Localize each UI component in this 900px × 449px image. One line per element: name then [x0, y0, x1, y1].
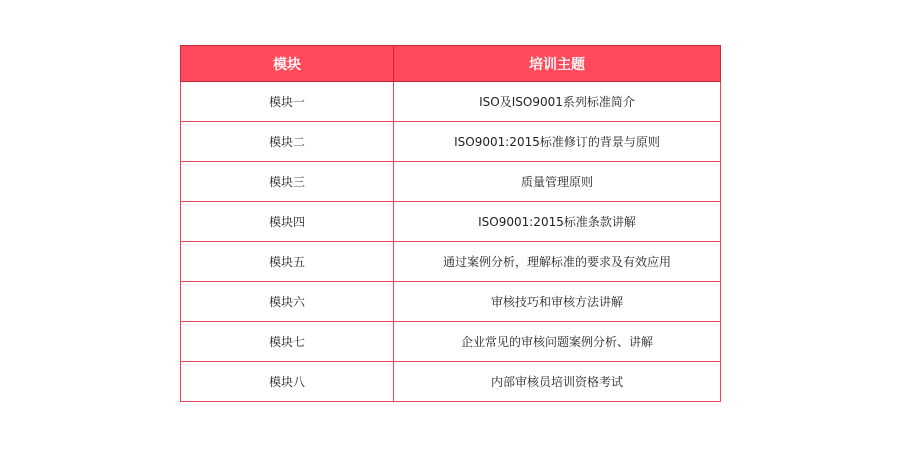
table-row — [181, 362, 721, 402]
training-modules-table — [180, 45, 721, 402]
module-cell: 模块五 — [181, 242, 394, 282]
topic-cell: ISO9001:2015标准修订的背景与原则 — [394, 122, 721, 162]
topic-cell: ISO及ISO9001系列标准简介 — [394, 82, 721, 122]
table-row — [181, 242, 721, 282]
module-cell: 模块六 — [181, 282, 394, 322]
topic-cell: ISO9001:2015标准条款讲解 — [394, 202, 721, 242]
table-row — [181, 202, 721, 242]
module-cell: 模块二 — [181, 122, 394, 162]
topic-cell: 通过案例分析，理解标准的要求及有效应用 — [394, 242, 721, 282]
table-row — [181, 122, 721, 162]
header-module: 模块 — [181, 46, 394, 82]
topic-cell: 内部审核员培训资格考试 — [394, 362, 721, 402]
table-row — [181, 282, 721, 322]
module-cell: 模块四 — [181, 202, 394, 242]
header-training-topic: 培训主题 — [394, 46, 721, 82]
table-row — [181, 162, 721, 202]
topic-cell: 质量管理原则 — [394, 162, 721, 202]
training-table-container — [180, 45, 720, 402]
table-header — [181, 46, 721, 82]
module-cell: 模块三 — [181, 162, 394, 202]
module-cell: 模块七 — [181, 322, 394, 362]
topic-cell: 审核技巧和审核方法讲解 — [394, 282, 721, 322]
module-cell: 模块一 — [181, 82, 394, 122]
topic-cell: 企业常见的审核问题案例分析、讲解 — [394, 322, 721, 362]
module-cell: 模块八 — [181, 362, 394, 402]
table-row — [181, 82, 721, 122]
table-body — [181, 82, 721, 402]
table-row — [181, 322, 721, 362]
header-row — [181, 46, 721, 82]
